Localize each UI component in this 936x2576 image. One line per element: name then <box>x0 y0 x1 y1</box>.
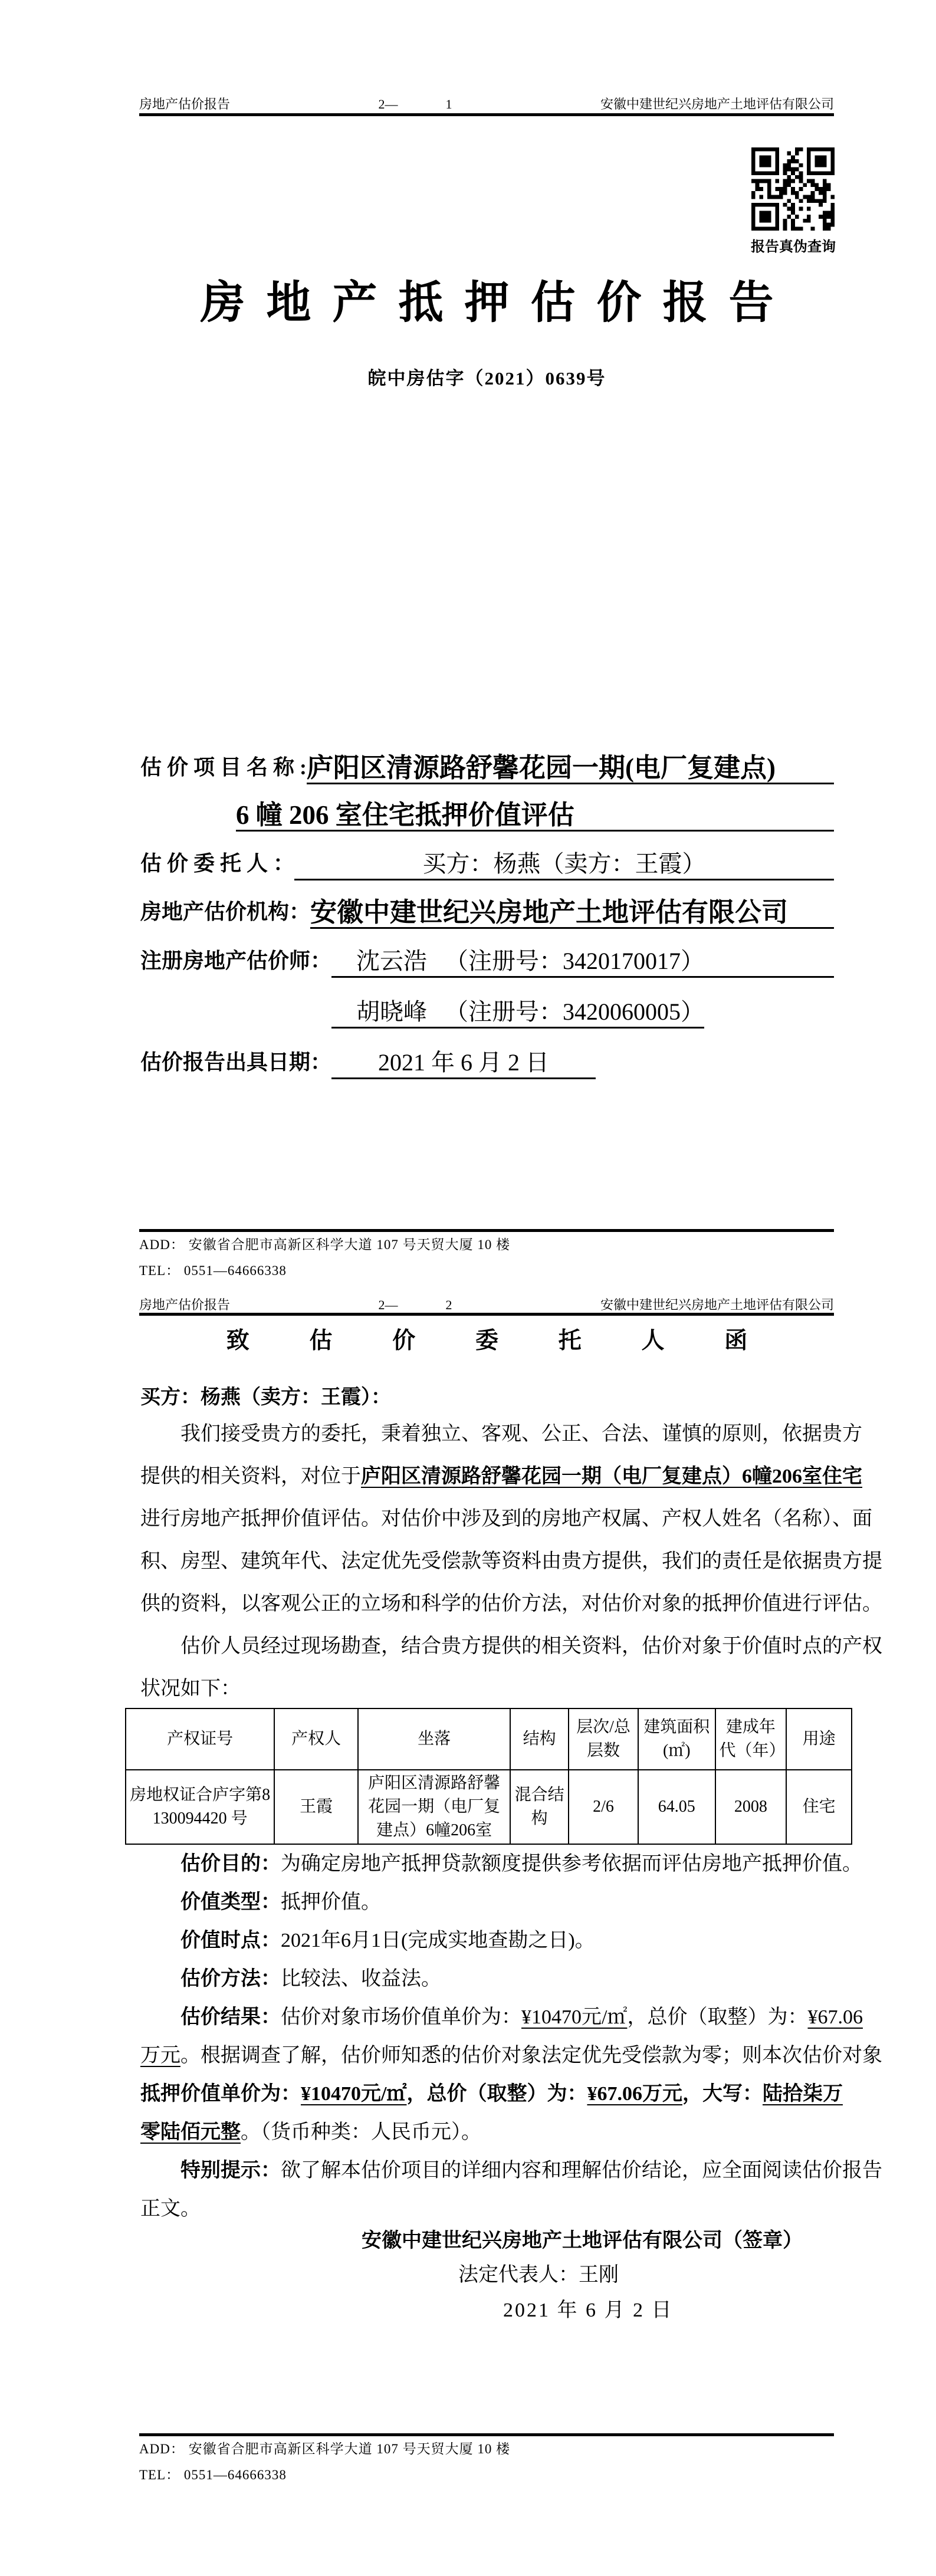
letter-salutation: 买方：杨燕（卖方：王霞）： <box>140 1386 391 1408</box>
text-line: 价值时点：2021年6月1日(完成实地查勘之日)。 <box>180 1930 595 1951</box>
page-number-prefix: 2— <box>378 97 398 111</box>
header-rule-page2 <box>139 1313 834 1316</box>
text-line: 积、房型、建筑年代、法定优先受偿款等资料由贵方提供，我们的责任是依据贵方提 <box>140 1550 882 1572</box>
text-line: 供的资料，以客观公正的立场和科学的估价方法，对估价对象的抵押价值进行评估。 <box>140 1593 882 1615</box>
text-line: 进行房地产抵押价值评估。对估价中涉及到的房地产权属、产权人姓名（名称）、面 <box>140 1508 872 1530</box>
signature-company: 安徽中建世纪兴房地产土地评估有限公司（签章） <box>362 2230 803 2252</box>
col-cert-no: 产权证号 <box>126 1708 274 1770</box>
page-number-value: 2 <box>445 1297 452 1312</box>
page1-page-number <box>230 97 600 112</box>
field-project-value-line2: 6 幢 206 室住宅抵押价值评估 <box>236 800 834 832</box>
page2-page-number <box>230 1297 600 1313</box>
field-project-name-row1 <box>140 750 834 784</box>
property-table-data-row <box>126 1770 852 1844</box>
page1-running-header <box>139 92 834 112</box>
cell-location: 庐阳区清源路舒馨花园一期（电厂复建点）6幢206室 <box>358 1770 511 1844</box>
letter-body <box>140 1413 882 1710</box>
text-line: 抵押价值单价为：¥10470元/㎡，总价（取整）为：¥67.06万元，大写：陆拾柒万 <box>140 2083 843 2105</box>
field-agency-value: 安徽中建世纪兴房地产土地评估有限公司 <box>310 898 834 929</box>
page2-running-header <box>139 1293 834 1313</box>
text-line: 估价方法：比较法、收益法。 <box>180 1968 441 1990</box>
cell-structure: 混合结构 <box>510 1770 568 1844</box>
valuation-items <box>140 1845 882 2228</box>
cell-year-built: 2008 <box>715 1770 787 1844</box>
field-report-date-label: 估价报告出具日期： <box>140 1050 332 1074</box>
page-number-prefix: 2— <box>378 1297 398 1312</box>
letter-title: 致 估 价 委 托 人 函 <box>226 1328 775 1353</box>
text-line: 价值类型：抵押价值。 <box>180 1891 381 1913</box>
running-header-title: 房地产估价报告 <box>139 97 231 111</box>
signature-legal-rep: 法定代表人：王刚 <box>458 2264 619 2286</box>
field-appraiser-label: 注册房地产估价师： <box>140 949 332 972</box>
field-appraiser2-row <box>140 994 834 1029</box>
col-structure: 结构 <box>510 1708 568 1770</box>
footer-tel-page2: TEL： 0551—64666338 <box>139 2467 287 2482</box>
text-line: 特别提示：欲了解本估价项目的详细内容和理解估价结论，应全面阅读估价报告 <box>180 2160 882 2181</box>
text-line: 正文。 <box>140 2198 201 2220</box>
col-area: 建筑面积(㎡) <box>638 1708 715 1770</box>
field-project-name-row2 <box>140 797 834 832</box>
field-project-label: 估 价 项 目 名 称 : <box>140 755 307 779</box>
property-table-header-row <box>126 1708 852 1770</box>
cell-floor: 2/6 <box>569 1770 638 1844</box>
text-line: 估价人员经过现场勘查，结合贵方提供的相关资料，估价对象于价值时点的产权 <box>180 1635 882 1657</box>
field-agency-row <box>140 895 834 929</box>
cell-area: 64.05 <box>638 1770 715 1844</box>
col-owner: 产权人 <box>274 1708 358 1770</box>
text-line: 零陆佰元整。（货币种类：人民币元）。 <box>140 2121 481 2143</box>
footer-tel-page1: TEL： 0551—64666338 <box>139 1263 287 1278</box>
field-agency-label: 房地产估价机构： <box>140 900 311 924</box>
report-number: 皖中房估字（2021）0639号 <box>367 368 606 389</box>
cell-owner: 王霞 <box>274 1770 358 1844</box>
qr-caption: 报告真伪查询 <box>751 239 836 255</box>
document-title: 房地产抵押估价报告 <box>200 278 795 328</box>
field-project-value-line1: 庐阳区清源路舒馨花园一期(电厂复建点) <box>307 753 834 784</box>
running-header-company: 安徽中建世纪兴房地产土地评估有限公司 <box>600 97 834 111</box>
text-line: 我们接受贵方的委托，秉着独立、客观、公正、合法、谨慎的原则，依据贵方 <box>180 1423 862 1445</box>
signature-date: 2021 年 6 月 2 日 <box>503 2299 674 2321</box>
qr-code <box>751 147 835 231</box>
text-line: 万元。根据调查了解，估价师知悉的估价对象法定优先受偿款为零；则本次估价对象 <box>140 2045 882 2066</box>
field-appraiser1-value: 沈云浩 （注册号：3420170017） <box>331 947 834 978</box>
cell-usage: 住宅 <box>786 1770 852 1844</box>
cell-cert-no: 房地权证合庐字第8130094420 号 <box>126 1770 274 1844</box>
property-table <box>125 1708 852 1845</box>
footer-address-page2: ADD： 安徽省合肥市高新区科学大道 107 号天贸大厦 10 楼 <box>139 2442 511 2456</box>
page-number-value: 1 <box>445 97 452 111</box>
col-year-built: 建成年代（年） <box>715 1708 787 1770</box>
col-usage: 用途 <box>786 1708 852 1770</box>
text-line: 状况如下： <box>140 1678 241 1700</box>
field-appraiser2-value: 胡晓峰 （注册号：3420060005） <box>331 997 704 1029</box>
field-client-row <box>140 846 834 880</box>
field-appraiser1-row <box>140 944 834 978</box>
field-report-date-row <box>140 1045 834 1079</box>
running-header-company: 安徽中建世纪兴房地产土地评估有限公司 <box>600 1297 834 1312</box>
field-report-date-value: 2021 年 6 月 2 日 <box>331 1048 596 1079</box>
text-line: 估价目的：为确定房地产抵押贷款额度提供参考依据而评估房地产抵押价值。 <box>180 1853 862 1875</box>
text-line: 提供的相关资料，对位于庐阳区清源路舒馨花园一期（电厂复建点）6幢206室住宅 <box>140 1466 862 1487</box>
footer-address-page1: ADD： 安徽省合肥市高新区科学大道 107 号天贸大厦 10 楼 <box>139 1237 511 1252</box>
field-project-label-spacer <box>140 801 236 832</box>
col-floor: 层次/总层数 <box>569 1708 638 1770</box>
footer-rule-page2 <box>139 2433 834 2436</box>
col-location: 坐落 <box>358 1708 511 1770</box>
text-line: 估价结果：估价对象市场价值单价为：¥10470元/㎡，总价（取整）为：¥67.06 <box>180 2006 863 2028</box>
running-header-title: 房地产估价报告 <box>139 1297 231 1312</box>
field-client-label: 估 价 委 托 人 ： <box>140 852 295 875</box>
header-rule-page1 <box>139 113 834 116</box>
field-client-value: 买方：杨燕（卖方：王霞） <box>294 849 834 880</box>
footer-rule-page1 <box>139 1229 834 1232</box>
